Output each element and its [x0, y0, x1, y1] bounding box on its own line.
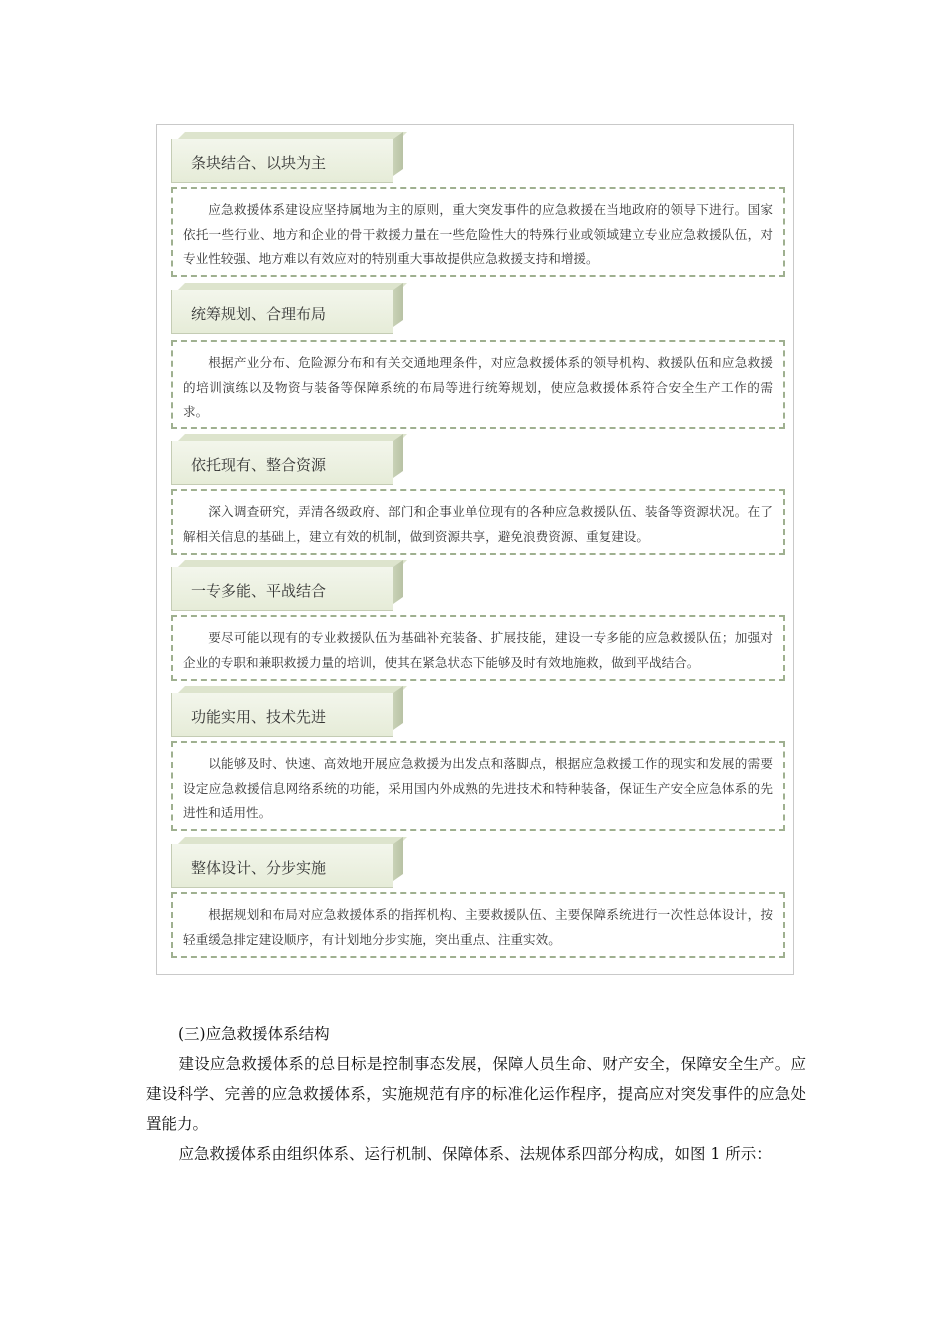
principle-tab-1: [171, 139, 393, 183]
principle-box-1: 应急救援体系建设应坚持属地为主的原则，重大突发事件的应急救援在当地政府的领导下进行。国家依托一些行业、地方和企业的骨干救援力量在一些危险性大的特殊行业或领域建立专业应急救援队伍，对专业性较强、地方难以有效应对的特别重大事故提供应急救援支持和增援。: [171, 187, 785, 277]
principle-box-6: 根据规划和布局对应急救援体系的指挥机构、主要救援队伍、主要保障系统进行一次性总体设计，按轻重缓急排定建设顺序，有计划地分步实施，突出重点、注重实效。: [171, 892, 785, 958]
principle-box-4: 要尽可能以现有的专业救援队伍为基础补充装备、扩展技能，建设一专多能的应急救援队伍；加强对企业的专职和兼职救援力量的培训，使其在紧急状态下能够及时有效地施救，做到平战结合。: [171, 615, 785, 681]
principle-tab-3: [171, 441, 393, 485]
principle-title-3: 依托现有、整合资源: [191, 456, 327, 474]
principle-box-3: 深入调查研究，弄清各级政府、部门和企事业单位现有的各种应急救援队伍、装备等资源状况。在了解相关信息的基础上，建立有效的机制，做到资源共享，避免浪费资源、重复建设。: [171, 489, 785, 555]
principle-title-2: 统筹规划、合理布局: [191, 305, 327, 323]
principle-title-6: 整体设计、分步实施: [191, 859, 327, 877]
principle-tab-4: [171, 567, 393, 611]
principle-box-2: 根据产业分布、危险源分布和有关交通地理条件，对应急救援体系的领导机构、救援队伍和应急救援的培训演练以及物资与装备等保障系统的布局等进行统筹规划，使应急救援体系符合安全生产工作的需求。: [171, 340, 785, 429]
principle-title-5: 功能实用、技术先进: [191, 708, 327, 726]
principle-title-4: 一专多能、平战结合: [191, 582, 327, 600]
principles-figure: [156, 124, 794, 975]
principle-box-5: 以能够及时、快速、高效地开展应急救援为出发点和落脚点，根据应急救援工作的现实和发展的需要设定应急救援信息网络系统的功能，采用国内外成熟的先进技术和特种装备，保证生产安全应急体系的先进性和适用性。: [171, 741, 785, 831]
section-heading: (三)应急救援体系结构: [178, 1025, 330, 1043]
principle-tab-6: [171, 844, 393, 888]
principle-tab-5: [171, 693, 393, 737]
body-paragraph-2: 应急救援体系由组织体系、运行机制、保障体系、法规体系四部分构成，如图 1 所示：: [178, 1145, 772, 1163]
body-paragraph-1: 建设应急救援体系的总目标是控制事态发展，保障人员生命、财产安全，保障安全生产。应建设科学、完善的应急救援体系，实施规范有序的标准化运作程序，提高应对突发事件的应急处置能力。: [146, 1055, 806, 1133]
principle-tab-2: [171, 290, 393, 334]
principle-title-1: 条块结合、以块为主: [191, 154, 327, 172]
